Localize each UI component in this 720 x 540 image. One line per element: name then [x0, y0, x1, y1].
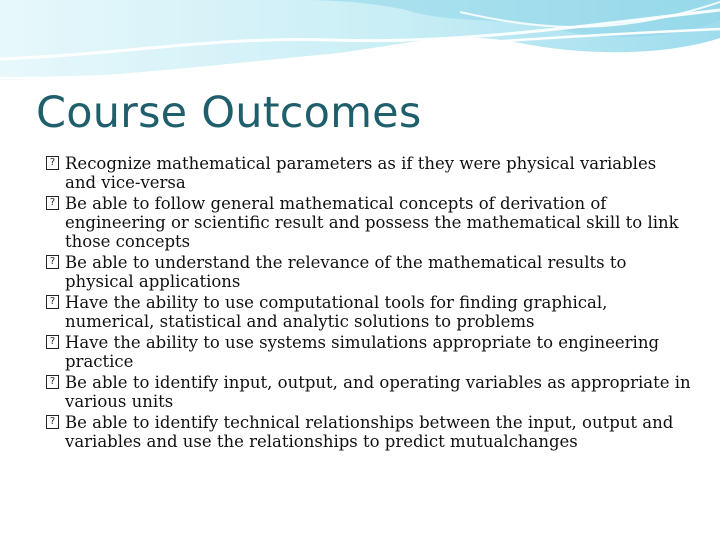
bullet-box-icon: ? — [46, 255, 59, 269]
outcome-text: Be able to identify technical relationships between the input, output and variables and use the relationships to predict mutualchanges — [65, 412, 674, 451]
slide-title: Course Outcomes — [36, 88, 422, 138]
bullet-box-icon: ? — [46, 335, 59, 349]
outcome-item — [46, 333, 692, 371]
bullet-box-icon: ? — [46, 295, 59, 309]
course-outcomes-list — [46, 154, 692, 453]
outcome-item — [46, 154, 692, 192]
header-wave-decoration — [0, 0, 720, 100]
outcome-text: Have the ability to use systems simulations appropriate to engineering practice — [65, 332, 660, 372]
outcome-text: Have the ability to use computational tools for finding graphical, numerical, statistical and analytic solutions to problems — [65, 292, 608, 332]
outcome-item — [46, 293, 692, 331]
bullet-box-icon: ? — [46, 375, 59, 389]
outcome-item — [46, 373, 692, 411]
outcome-text: Recognize mathematical parameters as if they were physical variables and vice-versa — [65, 154, 657, 193]
outcome-item — [46, 194, 692, 252]
bullet-box-icon: ? — [46, 196, 59, 210]
outcome-text: Be able to understand the relevance of the mathematical results to physical applications — [65, 253, 627, 292]
bullet-box-icon: ? — [46, 156, 59, 170]
outcome-text: Be able to follow general mathematical concepts of derivation of engineering or scientific result and possess the mathematical skill to link those concepts — [65, 193, 679, 252]
outcome-text: Be able to identify input, output, and operating variables as appropriate in various units — [65, 372, 691, 411]
outcome-item — [46, 253, 692, 291]
bullet-box-icon: ? — [46, 415, 59, 429]
outcome-item — [46, 413, 692, 451]
